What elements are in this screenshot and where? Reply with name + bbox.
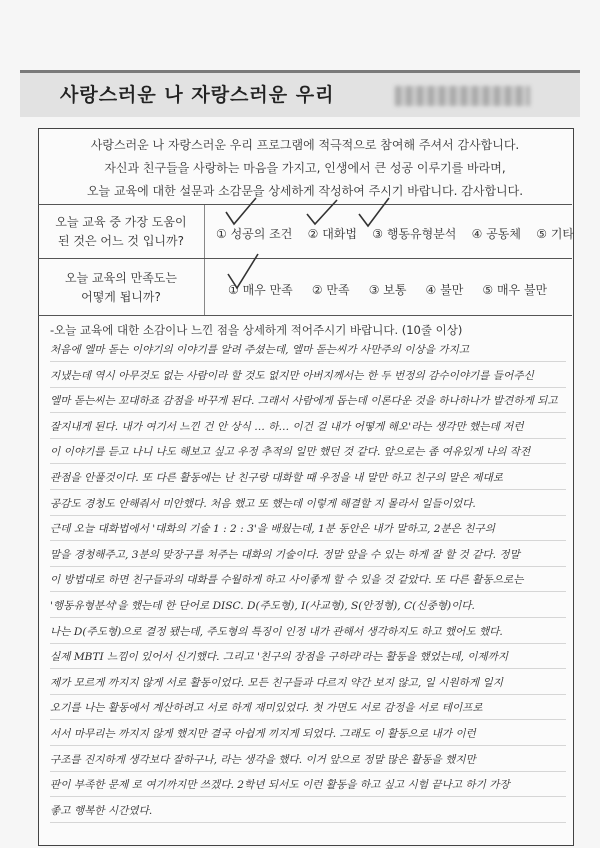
question-label	[38, 213, 204, 251]
check-mark-icon	[305, 196, 339, 230]
handwritten-line: 잘지내게 된다. 내가 여기서 느낀 건 안 상식 … 하… 이건 걸 내가 어떻게 해오'라는 생각만 했는데 저런	[50, 420, 524, 433]
ruled-line	[50, 771, 566, 772]
question-divider	[204, 259, 205, 315]
ruled-line	[50, 387, 566, 388]
ruled-line	[50, 412, 566, 413]
ruled-line	[50, 822, 566, 823]
handwritten-line: '행동유형분석'을 했는데 한 단어로 DISC. D(주도형), I(사교형), S(안정형), C(신중형)이다.	[50, 600, 475, 612]
check-mark-icon	[224, 196, 258, 230]
handwritten-line: 구조를 진지하게 생각보다 잘하구나, 라는 생각을 했다. 이거 앞으로 정말 많은 활동을 했지만	[50, 753, 476, 766]
question-label-line-1: 오늘 교육의 만족도는	[65, 271, 177, 285]
ruled-line	[50, 463, 566, 464]
option-neutral[interactable]: ③ 보통	[368, 283, 407, 297]
option-behavior-analysis[interactable]: ③ 행동유형분석	[372, 227, 457, 241]
intro-line-1: 사랑스러운 나 자랑스러운 우리 프로그램에 적극적으로 참여해 주셔서 감사합니다.	[90, 138, 520, 152]
option-satisfied[interactable]: ② 만족	[311, 283, 350, 297]
ruled-line	[50, 643, 566, 644]
option-very-dissatisfied[interactable]: ⑤ 매우 불만	[482, 283, 548, 297]
ruled-line	[50, 540, 566, 541]
redacted-name	[395, 86, 530, 106]
option-very-satisfied[interactable]: ① 매우 만족	[228, 283, 293, 297]
question-satisfaction	[38, 258, 572, 316]
ruled-line	[50, 719, 566, 720]
option-success-conditions[interactable]: ① 성공의 조건	[216, 227, 293, 241]
ruled-line	[50, 361, 566, 362]
handwritten-line: 말을 경청해주고, 3분의 맞장구를 쳐주는 대화의 기술이다. 정말 앞을 수 있는 하게 잘 할 것 같다. 정말	[50, 548, 520, 561]
ruled-line	[50, 617, 566, 618]
intro-line-2: 자신과 친구들을 사랑하는 마음을 가지고, 인생에서 큰 성공 이루기를 바라며,	[104, 161, 506, 175]
ruled-line	[50, 438, 566, 439]
handwritten-line: 지냈는데 역시 아무것도 없는 사람이라 할 것도 없지만 아버지께서는 한 두 번정의 감수이야기를 들어주신	[50, 369, 534, 382]
check-mark-icon	[226, 252, 260, 292]
option-conversation[interactable]: ② 대화법	[307, 227, 357, 241]
intro-line-3: 오늘 교육에 대한 설문과 소감문을 상세하게 작성하여 주시기 바랍니다. 감사합니다.	[86, 184, 524, 198]
page-title: 사랑스러운 나 자랑스러운 우리	[60, 84, 335, 106]
ruled-line	[50, 591, 566, 592]
handwritten-line: 엘마 돋는씨는 꼬대하죠 감점을 바꾸게 된다. 그래서 사람에게 돕는데 이론다운 것을 하나하나가 발견하게 되고	[50, 395, 558, 408]
ruled-line	[50, 566, 566, 567]
question-divider	[204, 205, 205, 259]
handwritten-line: 서서 마무리는 까지지 않게 했지만 결국 아쉽게 끼지게 되었다. 그래도 이 활동으로 내가 이런	[50, 728, 476, 740]
answer-options	[216, 225, 574, 242]
handwritten-line: 나는 D(주도형)으로 결정 됐는데, 주도형의 특징이 인정 내가 관해서 생각하지도 하고 했어도 했다.	[50, 625, 503, 638]
ruled-line	[50, 515, 566, 516]
ruled-line	[50, 668, 566, 669]
handwritten-line: 근데 오늘 대화법에서 '대화의 기술 1 : 2 : 3'을 배웠는데, 1분 동안은 내가 말하고, 2분은 친구의	[50, 523, 495, 536]
handwritten-line: 판이 부족한 문제 로 여기까지만 쓰겠다. 2학년 되서도 이런 활동을 하고 싶고 시험 끝나고 하기 가장	[50, 779, 510, 792]
handwritten-line: 처음에 엘마 돋는 이야기의 이야기를 알려 주셨는데, 엘마 돋는씨가 사만주의 이상을 가지고	[50, 344, 470, 356]
check-mark-icon	[357, 196, 391, 230]
ruled-line	[50, 489, 566, 490]
ruled-line	[50, 796, 566, 797]
answer-options	[228, 281, 547, 298]
handwritten-line: 오기를 나는 활동에서 계산하려고 서로 하게 재미있었다. 첫 가면도 서로 감정을 서로 테이프로	[50, 702, 483, 715]
handwritten-line: 관점을 안풀것이다. 또 다른 활동에는 난 친구랑 대화할 때 우정을 내 말만 하고 친구의 말은 제대로	[50, 472, 503, 484]
option-community[interactable]: ④ 공동체	[471, 227, 521, 241]
question-label-line-2: 된 것은 어느 것 입니까?	[58, 234, 184, 248]
option-other[interactable]: ⑤ 기타	[536, 227, 575, 241]
handwritten-line: 이 방법대로 하면 친구들과의 대화를 수월하게 하고 사이좋게 할 수 있을 것 같았다. 또 다른 활동으로는	[50, 574, 524, 587]
question-label-line-2: 어떻게 됩니까?	[81, 290, 161, 304]
option-dissatisfied[interactable]: ④ 불만	[425, 283, 464, 297]
essay-prompt: -오늘 교육에 대한 소감이나 느낀 점을 상세하게 적어주시기 바랍니다. (10줄 이상)	[50, 323, 463, 337]
ruled-line	[50, 745, 566, 746]
question-label-line-1: 오늘 교육 중 가장 도움이	[55, 215, 187, 229]
handwritten-line: 실제 MBTI 느낌이 있어서 신기했다. 그리고 '친구의 장점을 구하라'라는 활동을 했었는데, 이제까지	[50, 651, 509, 664]
handwritten-line: 제가 모르게 까지지 않게 서로 활동이었다. 모든 친구들과 다르지 약간 보지 않고, 일 시원하게 일지	[50, 676, 503, 689]
ruled-line	[50, 694, 566, 695]
handwritten-line: 이 이야기를 듣고 나니 나도 해보고 싶고 우정 추적의 일만 했던 것 같다. 앞으로는 좀 여유있게 나의 작전	[50, 446, 531, 459]
handwritten-line: 좋고 행복한 시간였다.	[50, 804, 153, 817]
handwritten-line: 공감도 경청도 안해줘서 미안했다. 처음 했고 또 했는데 이렇게 해결할 지 몰라서 일들이었다.	[50, 497, 476, 510]
intro-text	[38, 134, 572, 203]
question-label	[38, 269, 204, 307]
